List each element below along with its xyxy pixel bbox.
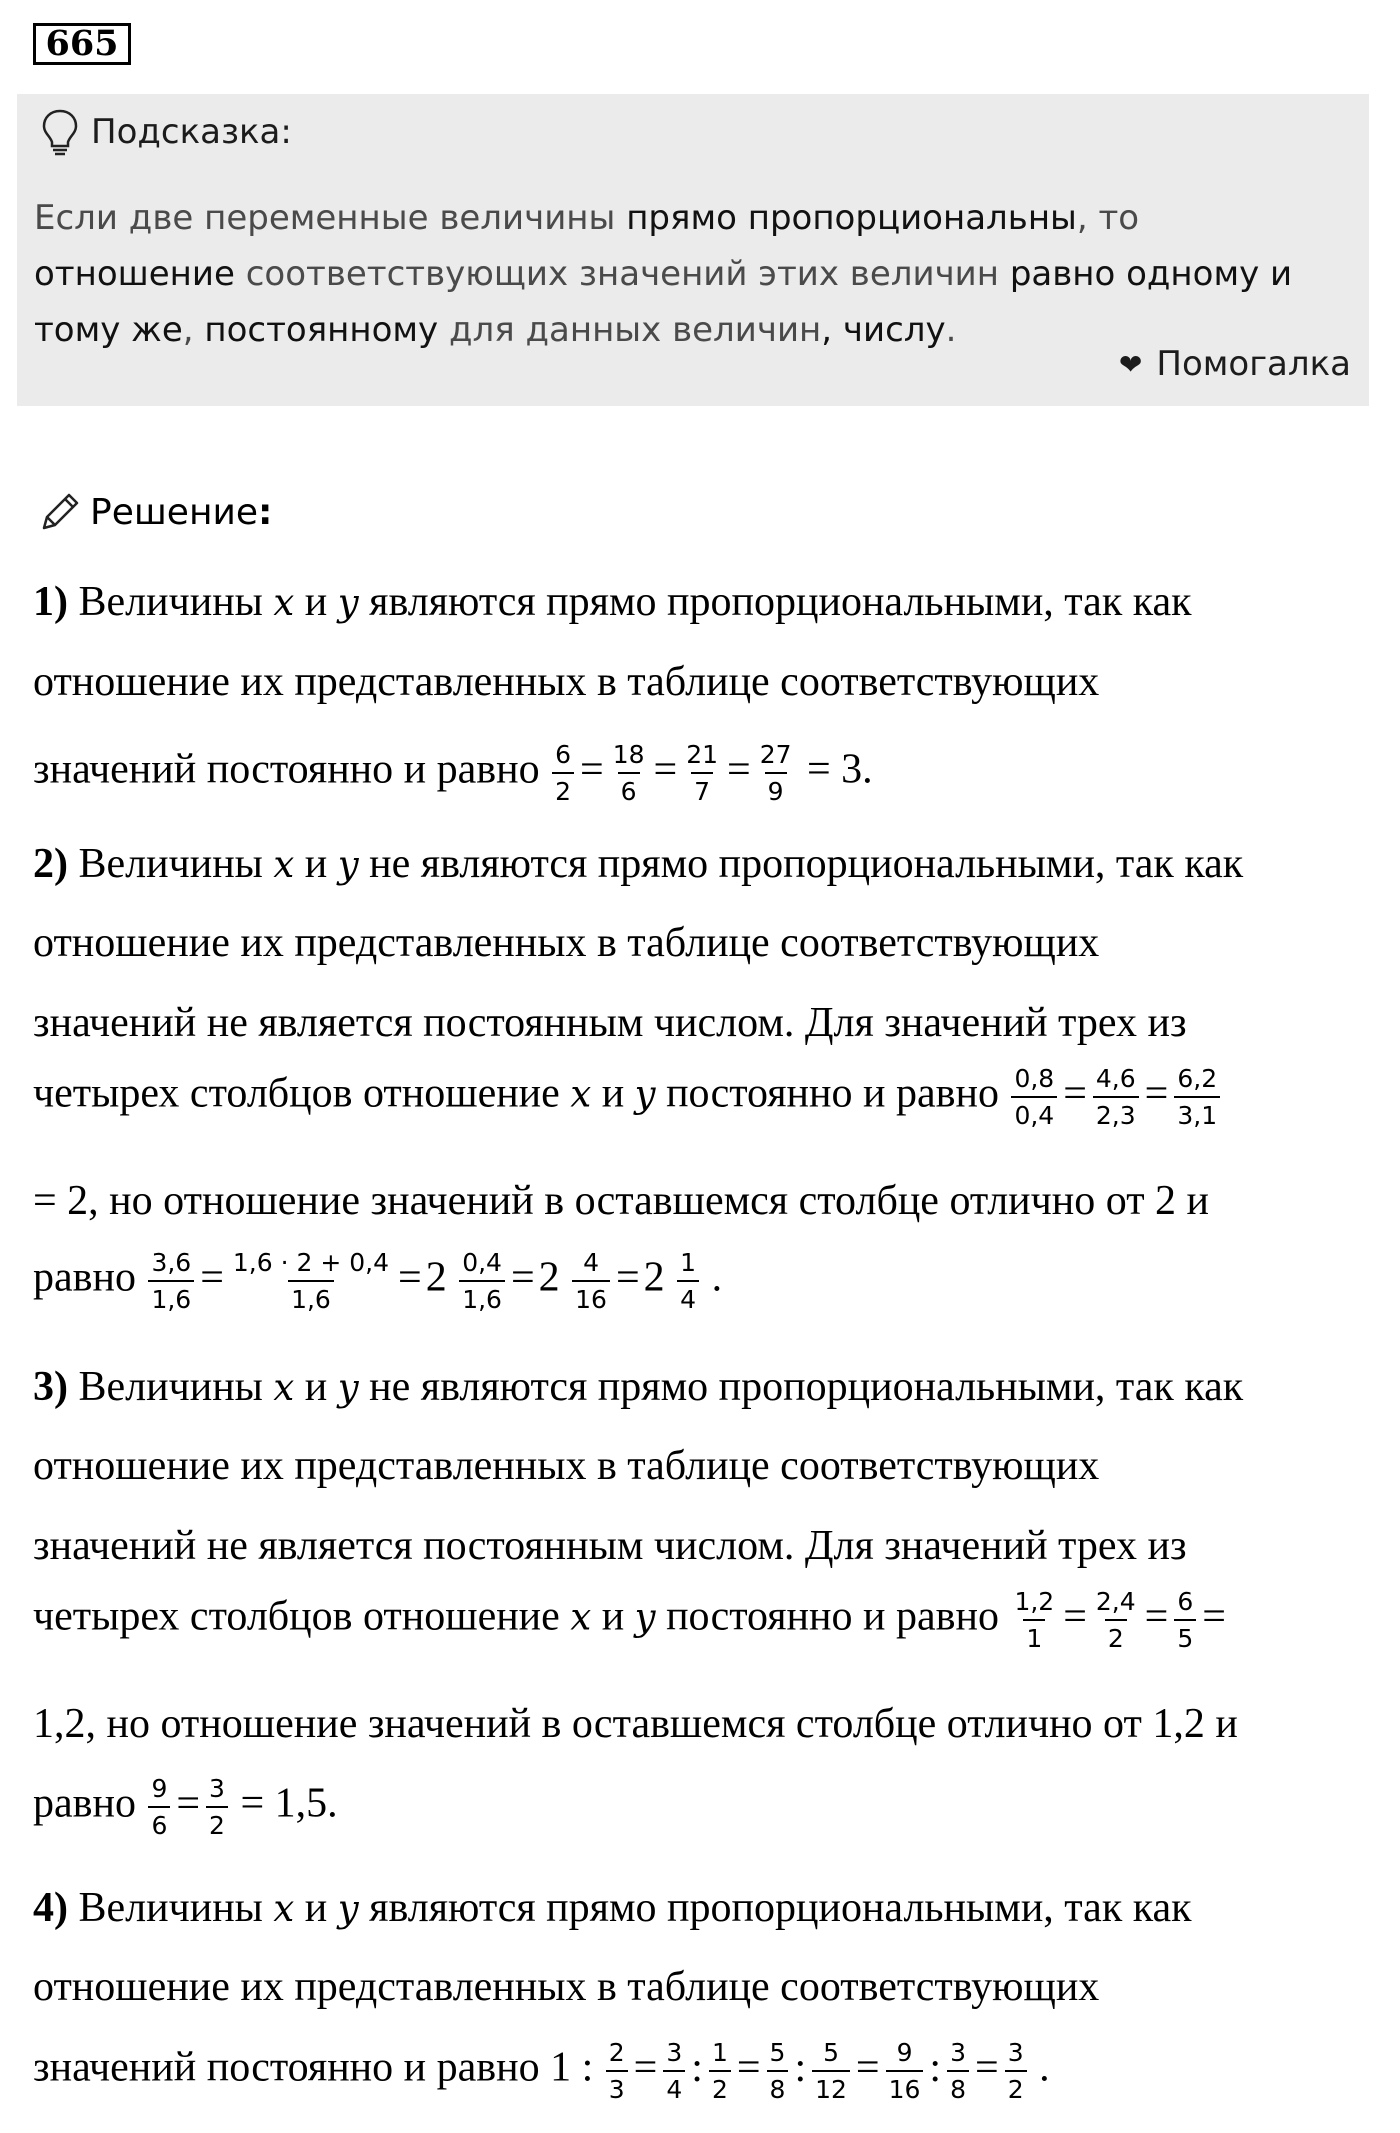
- fraction: $\frac{3}{4}$: [663, 2040, 685, 2102]
- solution-title: Решение: [90, 491, 259, 533]
- fraction: $\frac{5}{12}$: [812, 2040, 850, 2102]
- pencil-icon: [36, 488, 84, 536]
- item-4-line-1: 4) Величины x и y являются прямо пропорциональными, так как: [33, 1885, 1192, 1931]
- item-3-line-6: равно $\frac{9}{6}$ = $\frac{3}{2}$ = 1,5.: [33, 1774, 338, 1840]
- fraction: $\frac{4,6}{2,3}$: [1093, 1066, 1139, 1128]
- item-2-line-5: = 2, но отношение значений в оставшемся столбце отлично от 2 и: [33, 1178, 1210, 1224]
- fraction: $\frac{4}{16}$: [572, 1250, 610, 1312]
- fraction: $\frac{2}{3}$: [606, 2040, 628, 2102]
- hint-header: [41, 108, 292, 156]
- item-1-line-2: отношение их представленных в таблице соответствующих: [33, 659, 1100, 705]
- item-2-line-4: четырех столбцов отношение x и y постоянно и равно $\frac{0,8}{0,4}$ = $\frac{4,6}{2,3}$ = $\frac{6,2}{3,1}$: [33, 1066, 1222, 1128]
- fraction: $\frac{3}{2}$: [1005, 2040, 1027, 2102]
- fraction: $\frac{0,4}{1,6}$: [459, 1250, 505, 1312]
- fraction: $\frac{5}{8}$: [767, 2040, 789, 2102]
- fraction: $\frac{3}{2}$: [206, 1776, 228, 1838]
- hint-footer-label: Помогалка: [1156, 344, 1351, 384]
- item-2-line-3: значений не является постоянным числом. Для значений трех из: [33, 1000, 1187, 1046]
- item-4-line-2: отношение их представленных в таблице соответствующих: [33, 1964, 1100, 2010]
- item-3-line-2: отношение их представленных в таблице соответствующих: [33, 1443, 1100, 1489]
- fraction: $\frac{1}{2}$: [709, 2040, 731, 2102]
- task-number: 665: [33, 23, 131, 65]
- fraction: $\frac{1,2}{1}$: [1014, 1587, 1055, 1653]
- item-2-line-1: 2) Величины x и y не являются прямо пропорциональными, так как: [33, 841, 1244, 887]
- item-1-line-3: значений постоянно и равно $\frac{6}{2}$ = $\frac{18}{6}$ = $\frac{21}{7}$ = $\frac{27}{9}$ = 3.: [33, 740, 873, 806]
- fraction: $\frac{2,4}{2}$: [1095, 1587, 1136, 1653]
- fraction: $\frac{6}{2}$: [552, 742, 574, 804]
- fraction: $\frac{6,2}{3,1}$: [1174, 1066, 1220, 1128]
- hint-panel: [17, 94, 1369, 406]
- item-2-line-6: равно $\frac{3,6}{1,6}$ = $\frac{1,6 \cdot 2 + 0,4}{1,6}$ =2 $\frac{0,4}{1,6}$ =2 $\frac{4}{16}$ =2 $\frac{1}{4}$ .: [33, 1248, 723, 1314]
- item-3-line-4: четырех столбцов отношение x и y постоянно и равно $\frac{1,2}{1}$ = $\frac{2,4}{2}$ = $\frac{6}{5}$ =: [33, 1587, 1226, 1653]
- heart-icon: ❤: [1118, 347, 1143, 381]
- fraction: $\frac{3,6}{1,6}$: [148, 1250, 194, 1312]
- hint-footer: [1119, 344, 1351, 384]
- fraction: $\frac{9}{16}$: [886, 2040, 924, 2102]
- item-2-line-2: отношение их представленных в таблице соответствующих: [33, 920, 1100, 966]
- item-4-line-3: значений постоянно и равно 1 : $\frac{2}{3}$ = $\frac{3}{4}$ : $\frac{1}{2}$ = $\frac{5}{8}$ : $\frac{5}{12}$ = $\frac{9}{16}$ : $\frac{3}{8}$ = $\frac{3}{2}$ .: [33, 2038, 1050, 2104]
- fraction: $\frac{27}{9}$: [759, 740, 792, 806]
- item-3-line-1: 3) Величины x и y не являются прямо пропорциональными, так как: [33, 1364, 1244, 1410]
- hint-text: Если две переменные величины прямо пропорциональны, то отношение соответствующих значений этих величин равно одному и тому же, постоянному для данных величин, числу.: [34, 198, 1293, 350]
- item-1-line-1: 1) Величины x и y являются прямо пропорциональными, так как: [33, 579, 1192, 625]
- solution-colon: :: [258, 491, 273, 533]
- lightbulb-icon: [41, 108, 79, 156]
- hint-title: Подсказка:: [91, 112, 292, 152]
- fraction: $\frac{3}{8}$: [947, 2040, 969, 2102]
- fraction: $\frac{6}{5}$: [1174, 1589, 1196, 1651]
- item-3-line-5: 1,2, но отношение значений в оставшемся столбце отлично от 1,2 и: [33, 1701, 1238, 1747]
- fraction: $\frac{18}{6}$: [612, 740, 645, 806]
- fraction: $\frac{1}{4}$: [677, 1250, 699, 1312]
- fraction: $\frac{21}{7}$: [686, 740, 718, 806]
- fraction: $\frac{1,6 \cdot 2 + 0,4}{1,6}$: [232, 1248, 390, 1314]
- item-3-line-3: значений не является постоянным числом. Для значений трех из: [33, 1523, 1187, 1569]
- fraction: $\frac{0,8}{0,4}$: [1011, 1066, 1057, 1128]
- solution-header: [36, 486, 272, 538]
- fraction: $\frac{9}{6}$: [148, 1776, 170, 1838]
